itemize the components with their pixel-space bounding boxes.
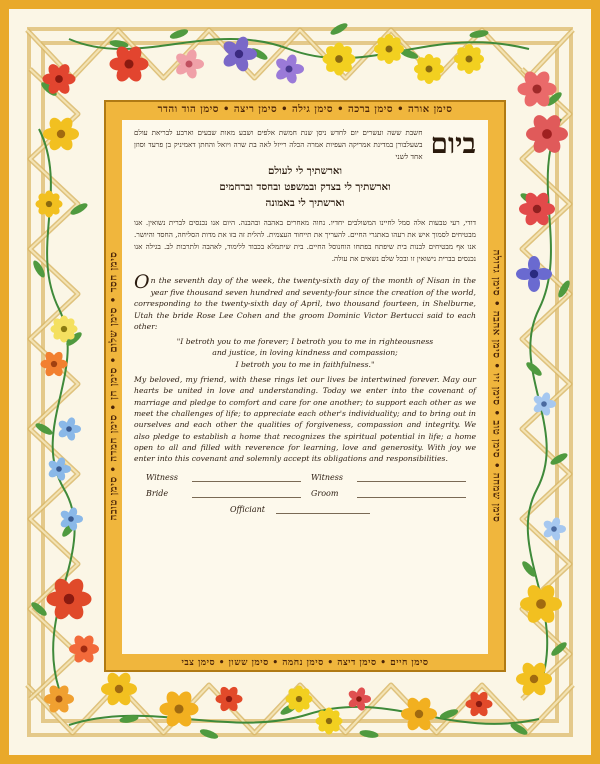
- english-vow-1: "I betroth you to me forever; I betroth you to me in righteousness: [176, 336, 434, 346]
- ketubah-sheet: [9, 9, 591, 755]
- witness-2-signature: Witness: [311, 473, 476, 482]
- english-vow-2: and justice, in loving kindness and compassion;: [212, 348, 398, 358]
- text-panel: [122, 120, 488, 654]
- hebrew-vow-1: וארשתיך לי לעולם: [267, 165, 343, 177]
- groom-signature: Groom: [311, 489, 476, 498]
- signature-block: [134, 473, 476, 514]
- officiant-signature: Officiant: [230, 505, 380, 514]
- english-intro: On the seventh day of the week, the twenty-sixth day of the month of Nisan in the year five thousand seven hundred and seventy-four since the creation of the world, corresponding to the twenty-sixth day of April, two thousand fourteen, in Shelburne, Utah the bride Rose Lee Cohen and the groom Dominic Victor Bertucci said to each other:: [134, 271, 476, 332]
- hebrew-intro: חשבת ששה ועשרים יום לחדש ניסן שנת חמשת אלפים ושבע מאות שבעים וארבע לבריאת עולם בשעלבורן במדינת אמריקה העפיות אמרה הכלה רייזל לאה בת שרה ויואל והחתן דאמיניק בן פרעד וסוזן אחד לשני: [134, 128, 423, 161]
- hebrew-text: [134, 127, 476, 265]
- hebrew-paragraph: דודי, רעי טבעות אלה סמל לחיינו המשולבים יחדיו. נחוה מאחרים באהבה ובהבנה. היום אנו נכנסים לברית נשואין. אנו מבטיחים לסמוך איש את רעהו באתגרי החיים. להעריך את תייחוד העצמית. להלית זה בזו את מדות הסליחה, החסד והיושר. אנו אף מבטיחים לבנות בית שיפתח בפתחו הוחנוסל החיים. בית שיתמלא בכבוד ללימוד, לאהבה ולתרבות לב. בגילה אנו נכנסים בברית נישואין זו ובכל שלם נשאים את עולה.: [134, 218, 476, 263]
- border-text-top: סימן אורה • סימן ברכה • סימן גילה • סימן ריצה • סימן הוד והדר: [157, 104, 453, 115]
- drop-cap: O: [134, 271, 150, 293]
- border-text-right: סימן שמחה • סימן טוב • סימן זיו • סימן אהבה • סימן גדולה: [490, 249, 502, 523]
- english-paragraph: My beloved, my friend, with these rings let our lives be intertwined forever. May our hearts be united in love and understanding. Today we enter into the covenant of marriage and pledge to comfort and care for one another; to support each other as we meet the challenges of life; to appreciate each other's individuality; and to bring out in ourselves and each other the qualities of forgiveness, compassion and integrity. We also pledge to establish a home that recognizes the spiritual potential in life; a home open to all and filled with reverence for learning, love and generosity. With joy we enter into this covenant and solemnly accept its obligations and responsibilities.: [134, 375, 476, 464]
- english-vows: [134, 336, 476, 370]
- hebrew-vow-3: וארשתיך לי באמונה: [265, 197, 345, 209]
- english-text: [134, 271, 476, 465]
- hebrew-title: ביום: [430, 127, 476, 160]
- witness-1-signature: Witness: [146, 473, 311, 482]
- border-text-bottom: סימן חיים • סימן דיצה • סימן נחמה • סימן ששון • סימן צבי: [181, 658, 429, 668]
- bride-signature: Bride: [146, 489, 311, 498]
- english-vow-3: I betroth you to me in faithfulness.": [235, 359, 375, 369]
- hebrew-vow-2: וארשתיך לי בצדק ובמשפט ובחסד וברחמים: [219, 181, 391, 193]
- text-frame: [104, 100, 506, 672]
- border-text-left: סימן חסד • סימן שלום • סימן חן • סימן חמדה • סימן טובה: [108, 251, 120, 521]
